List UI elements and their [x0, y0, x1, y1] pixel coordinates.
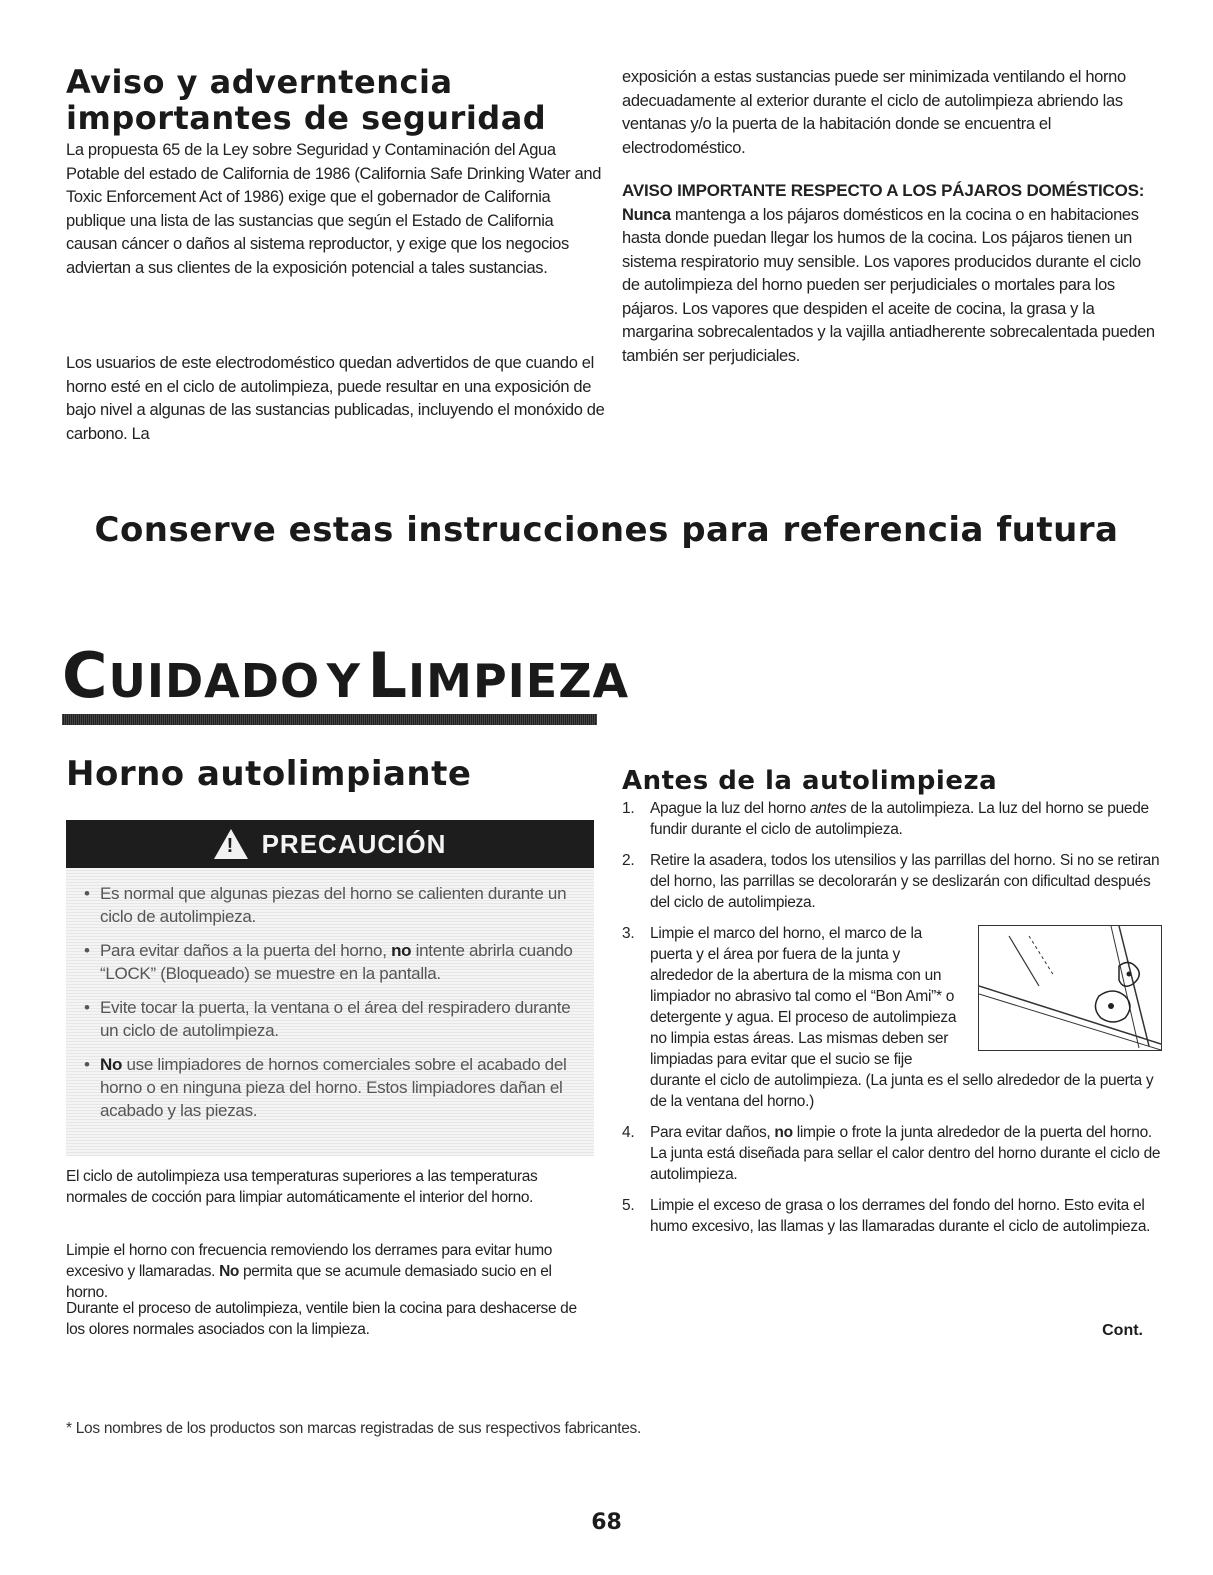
warning-triangle-icon: !	[214, 829, 248, 859]
caution-item: • Evite tocar la puerta, la ventana o el área del respiradero durante un ciclo de autolimpieza.	[84, 998, 571, 1040]
caution-item: • Es normal que algunas piezas del horno se calienten durante un ciclo de autolimpieza.	[84, 884, 567, 926]
caution-header	[66, 820, 594, 868]
horno-paragraph-3: Durante el proceso de autolimpieza, ventile bien la cocina para deshacerse de los olores normales asociados con la limpieza.	[66, 1300, 577, 1338]
section-title-uidado: UIDADO	[108, 654, 321, 708]
caution-item: • Para evitar daños a la puerta del horno, no intente abrirla cuando “LOCK” (Bloqueado) se muestre en la pantalla.	[84, 941, 573, 983]
page-number: 68	[591, 1510, 622, 1535]
caution-item: • No use limpiadores de hornos comerciales sobre el acabado del horno o en ninguna pieza del horno. Estos limpiadores dañan el acabado y las piezas.	[84, 1055, 567, 1120]
continued-label: Cont.	[1102, 1322, 1143, 1339]
birds-text: mantenga a los pájaros domésticos en la cocina o en habitaciones hasta donde puedan llegar los humos de la cocina. Los pájaros tienen un sistema respiratorio muy sensible. Los vapores producidos durante el ciclo de autolimpieza del horno pueden ser perjudiciales o mortales para los pájaros. Los vapores que despiden el aceite de cocina, la grasa y la margarina sobrecalentados y la vajilla antiadherente sobrecalentada pueden también ser perjudiciales.	[622, 205, 1155, 365]
step-item: 2. Retire la asadera, todos los utensilios y las parrillas del horno. Si no se retiran del horno, las parrillas se decolorarán y se deslizarán con dificultad después del ciclo de autolimpieza.	[622, 852, 1160, 911]
section-title-y: Y	[326, 654, 361, 708]
oven-door-illustration	[978, 925, 1162, 1051]
caution-label: PRECAUCIÓN	[261, 828, 447, 859]
step-item: 1. Apague la luz del horno antes de la autolimpieza. La luz del horno se puede fundir durante el ciclo de autolimpieza.	[622, 800, 1149, 838]
warning-paragraph-1: La propuesta 65 de la Ley sobre Seguridad y Contaminación del Agua Potable del estado de California de 1986 (California Safe Drinking Water and Toxic Enforcement Act of 1986) exige que el gobernador de California publique una lista de las sustancias que según el Estado de California causan cáncer o daños al sistema reproductor, y exige que los negocios adviertan a sus clientes de la exposición potencial a tales sustancias.	[66, 141, 602, 277]
birds-heading: AVISO IMPORTANTE RESPECTO A LOS PÁJAROS DOMÉSTICOS:	[622, 181, 1145, 200]
caution-list	[80, 882, 585, 1133]
warning-paragraph-2: Los usuarios de este electrodoméstico quedan advertidos de que cuando el horno esté en el ciclo de autolimpieza, puede resultar en una exposición de bajo nivel a algunas de las sustancias publicadas, incluyendo el monóxido de carbono. La	[66, 354, 605, 443]
caution-box	[66, 820, 594, 1156]
section-rule	[62, 714, 597, 725]
antes-title: Antes de la autolimpieza	[622, 766, 998, 796]
section-title-l: L	[367, 639, 409, 712]
step-item: 5. Limpie el exceso de grasa o los derrames del fondo del horno. Esto evita el humo excesivo, las llamas y las llamaradas durante el ciclo de autolimpieza.	[622, 1197, 1151, 1235]
step-item: 3. Limpie el marco del horno, el marco de la puerta y el área por fuera de la junta y alrededor de la abertura de la misma con un limpiador no abrasivo tal como el “Bon Ami”* o detergente y agua. El proceso de autolimpieza no limpia estas áreas. Las mismas deben ser limpiadas para evitar que el sucio se fije durante el ciclo de autolimpieza. (La junta es el sello alrededor de la puerta y de la ventana del horno.)	[622, 923, 1162, 1112]
warning-title-line2: importantes de seguridad	[66, 99, 547, 137]
horno-paragraph-1: El ciclo de autolimpieza usa temperaturas superiores a las temperaturas normales de cocción para limpiar automáticamente el interior del horno.	[66, 1168, 538, 1206]
warning-title	[66, 64, 606, 136]
warning-title-line1: Aviso y adverntencia	[66, 63, 453, 101]
horno-paragraph-2: Limpie el horno con frecuencia removiendo los derrames para evitar humo excesivo y llamaradas. No permita que se acumule demasiado sucio en el horno.	[66, 1242, 553, 1301]
birds-warning	[622, 179, 1162, 368]
save-instructions-heading: Conserve estas instrucciones para referencia futura	[94, 510, 1119, 550]
warning-paragraph-3: exposición a estas sustancias puede ser minimizada ventilando el horno adecuadamente al exterior durante el ciclo de autolimpieza abriendo las ventanas y/o la puerta de la habitación donde se encuentra el electrodoméstico.	[622, 68, 1126, 157]
footnote: * Los nombres de los productos son marcas registradas de sus respectivos fabricantes.	[66, 1420, 641, 1437]
antes-steps	[622, 798, 1162, 1247]
horno-title: Horno autolimpiante	[66, 754, 472, 794]
section-title-c: C	[62, 639, 109, 712]
birds-nunca: Nunca	[622, 205, 671, 224]
section-title	[62, 639, 630, 722]
step-item: 4. Para evitar daños, no limpie o frote la junta alrededor de la puerta del horno. La junta está diseñada para sellar el calor dentro del horno durante el ciclo de autolimpieza.	[622, 1124, 1161, 1183]
section-title-impieza: IMPIEZA	[408, 654, 630, 708]
